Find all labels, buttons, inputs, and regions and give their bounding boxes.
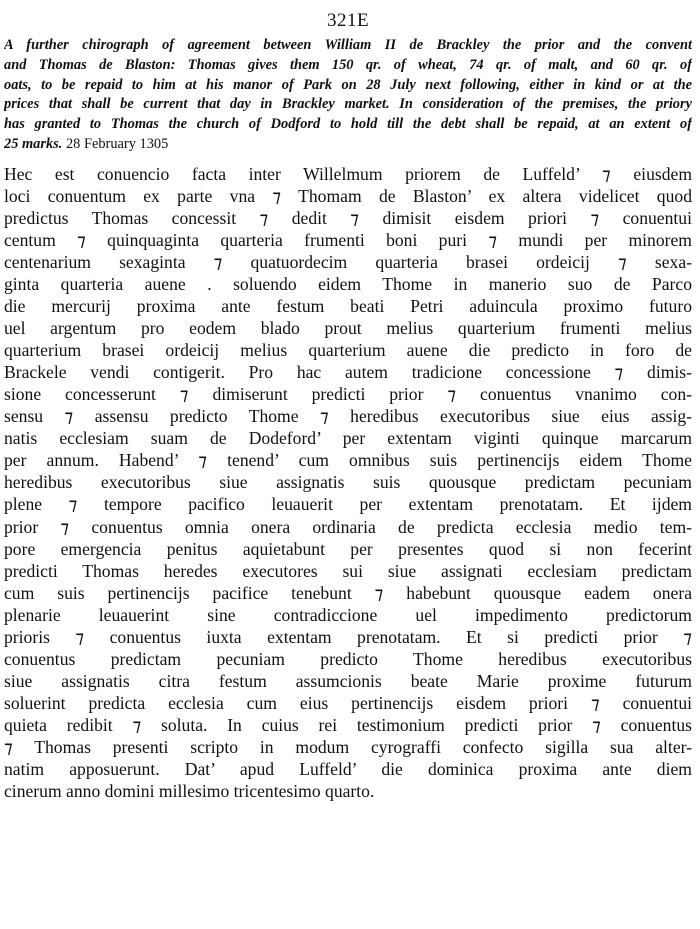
charter-line: per annum. Habend’ ⁊ tenend’ cum omnibus suis pertinencijs eidem Thome — [4, 450, 692, 471]
charter-line: sensu ⁊ assensu predicto Thome ⁊ heredibus executoribus siue eius assig- — [4, 406, 692, 427]
abstract-line-end: 25 marks. — [4, 135, 63, 152]
charter-line: centenarium sexaginta ⁊ quatuordecim quarteria brasei ordeicij ⁊ sexa- — [4, 251, 692, 272]
charter-line: predictus Thomas concessit ⁊ dedit ⁊ dimisit eisdem priori ⁊ conuentui — [4, 207, 692, 228]
charter-line: soluerint predicta ecclesia cum eius pertinencijs eisdem priori ⁊ conuentui — [4, 692, 692, 713]
charter-line: uel argentum pro eodem blado prout melius quarterium frumenti melius — [4, 318, 692, 339]
charter-line: ⁊ Thomas presenti scripto in modum cyrograffi confecto sigilla sua alter- — [4, 737, 692, 757]
charter-line: loci conuentum ex parte vna ⁊ Thomam de Blaston’ ex altera videlicet quod — [4, 185, 692, 206]
abstract-line: prices that shall be current that day in Brackley market. In consideration of the premises, the priory — [4, 96, 692, 113]
charter-line: natim apposuerunt. Dat’ apud Luffeld’ die dominica proxima ante diem — [4, 759, 692, 780]
charter-line: predicti Thomas heredes executores sui siue assignati ecclesiam predictam — [4, 560, 692, 581]
charter-line: quieta redibit ⁊ soluta. In cuius rei testimonium predicti prior ⁊ conuentus — [4, 714, 692, 735]
abstract-line: has granted to Thomas the church of Dodford to hold till the debt shall be repaid, at an extent of — [4, 116, 692, 133]
abstract-line: A further chirograph of agreement between William II de Brackley the prior and the convent — [4, 37, 692, 53]
document-number: 321E — [326, 10, 370, 31]
charter-line: plene ⁊ tempore pacifico leuauerit per extentam prenotatam. Et ijdem — [4, 494, 692, 515]
charter-line: heredibus executoribus siue assignatis suis quousque predictam pecuniam — [4, 472, 692, 493]
page — [4, 10, 692, 802]
charter-line: cum suis pertinencijs pacifice tenebunt ⁊ habebunt quousque eadem onera — [4, 582, 692, 603]
charter-line: prior ⁊ conuentus omnia onera ordinaria de predicta ecclesia medio tem- — [4, 516, 692, 537]
document-date: 28 February 1305 — [65, 135, 169, 152]
charter-line: natis ecclesiam suam de Dodeford’ per extentam viginti quinque marcarum — [4, 428, 692, 449]
abstract-line: oats, to be repaid to him at his manor of Park on 28 July next following, either in kind or at the — [4, 76, 692, 93]
charter-line: plenarie leuauerint sine contradiccione uel impedimento predictorum — [4, 604, 692, 625]
charter-line: prioris ⁊ conuentus iuxta extentam prenotatam. Et si predicti prior ⁊ — [4, 626, 692, 647]
charter-line: pore emergencia penitus aquietabunt per presentes quod si non fecerint — [4, 538, 692, 559]
charter-line: quarterium brasei ordeicij melius quarterium auene die predicto in foro de — [4, 340, 692, 361]
charter-line: cinerum anno domini millesimo tricentesimo quarto. — [4, 781, 375, 802]
charter-line: ginta quarteria auene . soluendo eidem Thome in manerio suo de Parco — [4, 274, 692, 295]
charter-line: centum ⁊ quinquaginta quarteria frumenti boni puri ⁊ mundi per minorem — [4, 229, 692, 250]
charter-line: conuentus predictam pecuniam predicto Thome heredibus executoribus — [4, 648, 692, 669]
charter-line: sione concesserunt ⁊ dimiserunt predicti prior ⁊ conuentus vnanimo con- — [4, 384, 692, 405]
document-abstract — [4, 36, 692, 155]
abstract-line: and Thomas de Blaston: Thomas gives them 150 qr. of wheat, 74 qr. of malt, and 60 qr. of — [4, 56, 692, 73]
charter-line: Hec est conuencio facta inter Willelmum priorem de Luffeld’ ⁊ eiusdem — [4, 163, 692, 184]
charter-line: die mercurij proxima ante festum beati Petri aduincula proximo futuro — [4, 296, 692, 317]
charter-text — [4, 163, 692, 802]
charter-line: Brackele vendi contigerit. Pro hac autem tradicione concessione ⁊ dimis- — [4, 362, 692, 383]
charter-line: siue assignatis citra festum assumcionis beate Marie proxime futurum — [4, 670, 692, 691]
abstract-last-line — [4, 135, 692, 155]
